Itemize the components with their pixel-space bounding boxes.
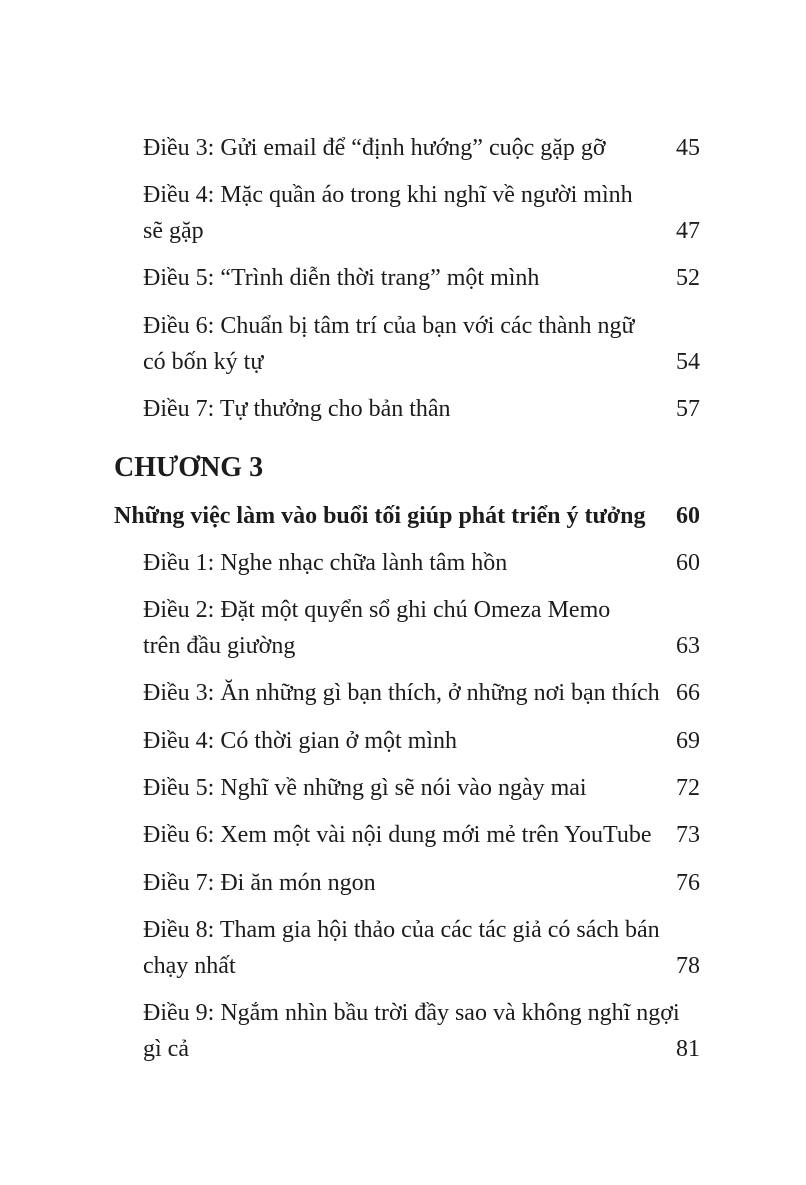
toc-entry-line: sẽ gặp	[143, 218, 204, 244]
toc-entry-line: gì cả	[143, 1036, 189, 1062]
toc-entry-line: Điều 5: “Trình diễn thời trang” một mình	[143, 265, 540, 291]
toc-page-number: 52	[676, 265, 700, 291]
toc-page-number: 72	[676, 775, 700, 801]
toc-entry-line: Điều 9: Ngắm nhìn bầu trời đầy sao và không nghĩ ngợi	[143, 1000, 680, 1026]
toc-page-number: 81	[676, 1036, 700, 1062]
toc-entry-line: Điều 1: Nghe nhạc chữa lành tâm hồn	[143, 550, 508, 576]
toc-entry-line: Điều 6: Chuẩn bị tâm trí của bạn với các thành ngữ	[143, 313, 635, 339]
toc-entry-line: Điều 2: Đặt một quyển sổ ghi chú Omeza Memo	[143, 597, 611, 623]
toc-entry-line: Điều 7: Tự thưởng cho bản thân	[143, 396, 451, 422]
toc-page-number: 76	[676, 870, 700, 896]
section-page-number: 60	[676, 503, 700, 529]
toc-entry-line: Điều 3: Ăn những gì bạn thích, ở những nơi bạn thích	[143, 680, 660, 706]
toc-page-number: 69	[676, 728, 700, 754]
toc-page-number: 47	[676, 218, 700, 244]
section-title: Những việc làm vào buổi tối giúp phát triển ý tưởng	[114, 503, 646, 529]
toc-page-number: 73	[676, 822, 700, 848]
chapter-heading: CHƯƠNG 3	[114, 452, 264, 483]
toc-page-number: 45	[676, 135, 700, 161]
toc-page-number: 63	[676, 633, 700, 659]
toc-page-number: 60	[676, 550, 700, 576]
toc-page-number: 66	[676, 680, 700, 706]
toc-entry-line: Điều 8: Tham gia hội thảo của các tác giả có sách bán	[143, 917, 660, 943]
toc-entry-line: trên đầu giường	[143, 633, 296, 659]
toc-entry-line: chạy nhất	[143, 953, 236, 979]
toc-entry-line: Điều 4: Có thời gian ở một mình	[143, 728, 458, 754]
toc-page-number: 54	[676, 349, 700, 375]
toc-entry-line: Điều 4: Mặc quần áo trong khi nghĩ về người mình	[143, 182, 633, 208]
toc-entry-line: Điều 5: Nghĩ về những gì sẽ nói vào ngày mai	[143, 775, 587, 801]
toc-entry-line: Điều 3: Gửi email để “định hướng” cuộc gặp gỡ	[143, 135, 606, 161]
toc-entry-line: Điều 7: Đi ăn món ngon	[143, 870, 376, 896]
toc-page-number: 78	[676, 953, 700, 979]
toc-entry-line: có bốn ký tự	[143, 349, 264, 375]
toc-entry-line: Điều 6: Xem một vài nội dung mới mẻ trên YouTube	[143, 822, 652, 848]
toc-page-number: 57	[676, 396, 700, 422]
